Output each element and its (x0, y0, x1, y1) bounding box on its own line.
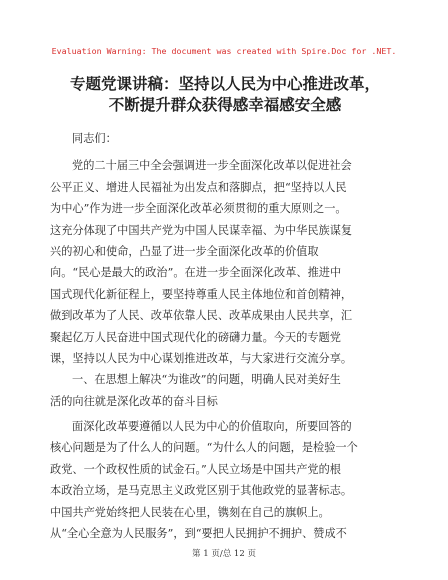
paragraph-line: 中国共产党始终把人民装在心里，镌刻在自己的旗帜上。 (50, 505, 330, 519)
paragraph-line: 公平正义、增进人民福祉为出发点和落脚点，把“坚持以人民 (50, 180, 347, 194)
paragraph-line: 为中心”作为进一步全面深化改革必须贯彻的重大原则之一。 (50, 202, 347, 216)
paragraph-1 (50, 155, 402, 369)
paragraph-line: 聚起亿万人民奋进中国式现代化的磅礴力量。今天的专题党 (50, 330, 341, 344)
paragraph-line: 从“全心全意为人民服务”，到“要把人民拥护不拥护、赞成不 (50, 527, 347, 541)
title-line-2: 不断提升群众获得感幸福感安全感 (108, 96, 342, 114)
paragraph-line: 做到改革为了人民、改革依靠人民、改革成果由人民共享，汇 (50, 309, 353, 323)
page-number-footer: 第 1 页/总 12 页 (192, 549, 256, 559)
evaluation-warning: Evaluation Warning: The document was created with Spire.Doc for .NET. (51, 46, 397, 56)
paragraph-line: 核心问题是为了什么人的问题。“为什么人的问题，是检验一个 (50, 441, 358, 455)
section-heading-1 (50, 369, 402, 412)
paragraph-2 (50, 416, 402, 544)
paragraph-line: 这充分体现了中国共产党为中国人民谋幸福、为中华民族谋复 (50, 223, 353, 237)
paragraph-line: 本政治立场，是马克思主义政党区别于其他政党的显著标志。 (50, 484, 353, 498)
document-body (50, 128, 402, 544)
greeting: 同志们： (72, 132, 117, 145)
paragraph-line: 兴的初心和使命，凸显了进一步全面深化改革的价值取 (50, 244, 319, 258)
title-line-1: 专题党课讲稿：坚持以人民为中心推进改革， (69, 75, 380, 93)
document-title (40, 74, 410, 116)
paragraph-line: 政党、一个政权性质的试金石。”人民立场是中国共产党的根 (50, 462, 341, 476)
paragraph-line: 党的二十届三中全会强调进一步全面深化改革以促进社会 (72, 159, 352, 173)
paragraph-line: 国式现代化新征程上，要坚持尊重人民主体地位和首创精神， (50, 287, 353, 301)
heading-line: 活的向往就是深化改革的奋斗目标 (50, 394, 218, 408)
paragraph-line: 面深化改革要遵循以人民为中心的价值取向，所要回答的 (72, 420, 352, 434)
paragraph-line: 向。“民心是最大的政治”。在进一步全面深化改革、推进中 (50, 266, 342, 280)
heading-line: 一、在思想上解决“为谁改”的问题，明确人民对美好生 (72, 373, 341, 387)
paragraph-line: 课，坚持以人民为中心谋划推进改革，与大家进行交流分享。 (50, 351, 353, 365)
